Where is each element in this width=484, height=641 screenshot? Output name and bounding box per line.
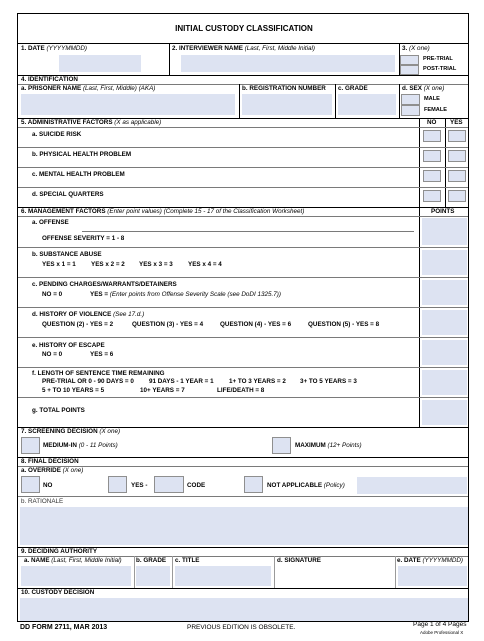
divider: [399, 84, 400, 118]
violence-question-3: QUESTION (3) - YES = 4: [132, 321, 204, 328]
sentence-opt-91-days: 91 DAYS - 1 YEAR = 1: [149, 378, 214, 385]
authority-title-field[interactable]: [175, 566, 271, 586]
mental-health-label: c. MENTAL HEALTH PROBLEM: [32, 171, 125, 178]
not-applicable-label: NOT APPLICABLE (Policy): [267, 482, 345, 489]
rationale-label: b. RATIONALE: [21, 498, 64, 505]
physical-health-no-checkbox[interactable]: [423, 150, 441, 162]
medium-in-label: MEDIUM-IN (0 - 11 Points): [43, 442, 118, 449]
override-no-label: NO: [43, 482, 53, 489]
history-violence-label: d. HISTORY OF VIOLENCE (See 17.d.): [32, 311, 145, 318]
custody-classification-form: [17, 13, 469, 622]
sentence-opt-3-5-years: 3+ TO 5 YEARS = 3: [300, 378, 357, 385]
divider: [18, 75, 468, 76]
edition-notice: PREVIOUS EDITION IS OBSOLETE.: [187, 624, 296, 631]
divider: [335, 84, 336, 118]
female-label: FEMALE: [424, 107, 447, 113]
override-yes-checkbox[interactable]: [108, 476, 127, 493]
physical-health-yes-checkbox[interactable]: [448, 150, 466, 162]
authority-date-label: e. DATE (YYYYMMDD): [397, 557, 464, 564]
form-number: DD FORM 2711, MAR 2013: [20, 624, 108, 631]
status-label: 3. (X one): [402, 45, 430, 52]
divider: [419, 207, 420, 428]
divider: [274, 556, 275, 588]
divider: [18, 397, 468, 398]
history-escape-label: e. HISTORY OF ESCAPE: [32, 342, 105, 349]
override-detail-field[interactable]: [357, 477, 467, 494]
divider: [134, 556, 135, 588]
mental-health-yes-checkbox[interactable]: [448, 170, 466, 182]
grade-label: c. GRADE: [338, 85, 368, 92]
sex-label: d. SEX (X one): [402, 85, 445, 92]
violence-question-5: QUESTION (5) - YES = 8: [308, 321, 380, 328]
interviewer-name-label: 2. INTERVIEWER NAME (Last, First, Middle Initial): [172, 45, 316, 52]
male-checkbox[interactable]: [401, 94, 420, 105]
suicide-risk-no-checkbox[interactable]: [423, 130, 441, 142]
divider: [18, 457, 468, 458]
registration-number-field[interactable]: [242, 94, 332, 115]
pre-trial-label: PRE-TRIAL: [423, 56, 453, 62]
sentence-opt-5-10-years: 5 + TO 10 YEARS = 5: [42, 387, 105, 394]
prisoner-name-label: a. PRISONER NAME (Last, First, Middle) (AKA): [21, 85, 156, 92]
divider: [18, 43, 468, 44]
section-5-label: 5. ADMINISTRATIVE FACTORS (X as applicable): [21, 119, 162, 126]
offense-underline: [82, 231, 414, 232]
substance-abuse-opt-1: YES x 1 = 1: [42, 261, 76, 268]
authority-grade-label: b. GRADE: [136, 557, 167, 564]
registration-number-label: b. REGISTRATION NUMBER: [242, 85, 326, 92]
producer-note: Adobe Professional X: [420, 630, 464, 635]
custody-decision-field[interactable]: [20, 598, 468, 621]
divider: [239, 84, 240, 118]
history-violence-points-field[interactable]: [422, 310, 467, 335]
points-column-header: POINTS: [431, 208, 455, 215]
authority-name-field[interactable]: [21, 566, 131, 586]
authority-date-field[interactable]: [398, 566, 467, 586]
divider: [419, 118, 420, 208]
divider: [18, 127, 468, 128]
sentence-opt-pretrial: PRE-TRIAL OR 0 - 90 DAYS = 0: [42, 378, 134, 385]
pending-charges-points-field[interactable]: [422, 280, 467, 305]
sentence-opt-1-3-years: 1+ TO 3 YEARS = 2: [229, 378, 286, 385]
violence-question-2: QUESTION (2) - YES = 2: [42, 321, 114, 328]
not-applicable-checkbox[interactable]: [244, 476, 263, 493]
history-escape-yes: YES = 6: [90, 351, 114, 358]
divider: [172, 556, 173, 588]
divider: [395, 556, 396, 588]
mental-health-no-checkbox[interactable]: [423, 170, 441, 182]
total-points-label: g. TOTAL POINTS: [32, 407, 85, 414]
pending-charges-no: NO = 0: [42, 291, 63, 298]
divider: [18, 337, 468, 338]
divider: [18, 466, 468, 467]
divider: [169, 43, 170, 75]
override-label: a. OVERRIDE (X one): [21, 467, 84, 474]
special-quarters-no-checkbox[interactable]: [423, 190, 441, 202]
pre-trial-checkbox[interactable]: [400, 55, 419, 65]
divider: [18, 277, 468, 278]
offense-points-field[interactable]: [422, 218, 467, 245]
authority-title-label: c. TITLE: [175, 557, 200, 564]
rationale-field[interactable]: [20, 507, 468, 545]
substance-abuse-points-field[interactable]: [422, 250, 467, 275]
substance-abuse-opt-3: YES x 3 = 3: [139, 261, 173, 268]
medium-in-checkbox[interactable]: [21, 437, 40, 454]
sentence-remaining-label: f. LENGTH OF SENTENCE TIME REMAINING: [32, 370, 165, 377]
special-quarters-label: d. SPECIAL QUARTERS: [32, 191, 104, 198]
offense-severity-label: OFFENSE SEVERITY = 1 - 8: [42, 235, 125, 242]
female-checkbox[interactable]: [401, 105, 420, 116]
substance-abuse-opt-4: YES x 4 = 4: [188, 261, 222, 268]
special-quarters-yes-checkbox[interactable]: [448, 190, 466, 202]
divider: [18, 216, 468, 217]
yes-column-header: YES: [450, 119, 463, 126]
post-trial-label: POST-TRIAL: [423, 66, 457, 72]
physical-health-label: b. PHYSICAL HEALTH PROBLEM: [32, 151, 132, 158]
section-9-label: 9. DECIDING AUTHORITY: [21, 548, 98, 555]
form-title: INITIAL CUSTODY CLASSIFICATION: [175, 24, 313, 33]
divider: [445, 118, 446, 208]
suicide-risk-yes-checkbox[interactable]: [448, 130, 466, 142]
override-yes-label: YES -: [131, 482, 148, 489]
pending-charges-label: c. PENDING CHARGES/WARRANTS/DETAINERS: [32, 281, 177, 288]
divider: [18, 247, 468, 248]
substance-abuse-label: b. SUBSTANCE ABUSE: [32, 251, 102, 258]
substance-abuse-opt-2: YES x 2 = 2: [91, 261, 125, 268]
offense-label: a. OFFENSE: [32, 219, 69, 226]
sentence-opt-10-years: 10+ YEARS = 7: [140, 387, 185, 394]
section-7-label: 7. SCREENING DECISION (X one): [21, 428, 121, 435]
authority-signature-label: d. SIGNATURE: [277, 557, 321, 564]
interviewer-name-field[interactable]: [181, 55, 395, 72]
section-8-label: 8. FINAL DECISION: [21, 458, 79, 465]
override-code-label: CODE: [187, 482, 206, 489]
authority-name-label: a. NAME (Last, First, Middle Initial): [24, 557, 122, 564]
authority-grade-field[interactable]: [136, 566, 170, 586]
maximum-checkbox[interactable]: [272, 437, 291, 454]
divider: [18, 167, 468, 168]
override-code-field[interactable]: [154, 476, 184, 493]
divider: [18, 496, 468, 497]
divider: [18, 367, 468, 368]
suicide-risk-label: a. SUICIDE RISK: [32, 131, 82, 138]
grade-field[interactable]: [338, 94, 396, 115]
pending-charges-yes: YES = (Enter points from Offense Severity Scale (see DoDI 1325.7)): [90, 291, 281, 298]
post-trial-checkbox[interactable]: [400, 65, 419, 75]
sentence-opt-life-death: LIFE/DEATH = 8: [217, 387, 265, 394]
maximum-label: MAXIMUM (12+ Points): [295, 442, 362, 449]
no-column-header: NO: [427, 119, 437, 126]
prisoner-name-field[interactable]: [21, 94, 235, 115]
history-escape-no: NO = 0: [42, 351, 63, 358]
page-number: Page 1 of 4 Pages: [413, 621, 467, 628]
divider: [18, 307, 468, 308]
divider: [18, 187, 468, 188]
male-label: MALE: [424, 96, 440, 102]
total-points-field[interactable]: [422, 400, 467, 425]
date-label: 1. DATE (YYYYMMDD): [21, 45, 88, 52]
sentence-remaining-points-field[interactable]: [422, 370, 467, 395]
violence-question-4: QUESTION (4) - YES = 6: [220, 321, 292, 328]
divider: [18, 147, 468, 148]
section-10-label: 10. CUSTODY DECISION: [21, 589, 95, 596]
section-6-label: 6. MANAGEMENT FACTORS (Enter point values) (Complete 15 - 17 of the Classification Worksheet): [21, 208, 305, 215]
override-no-checkbox[interactable]: [21, 476, 40, 493]
section-4-label: 4. IDENTIFICATION: [21, 76, 78, 83]
history-escape-points-field[interactable]: [422, 340, 467, 365]
date-field[interactable]: [59, 55, 141, 72]
